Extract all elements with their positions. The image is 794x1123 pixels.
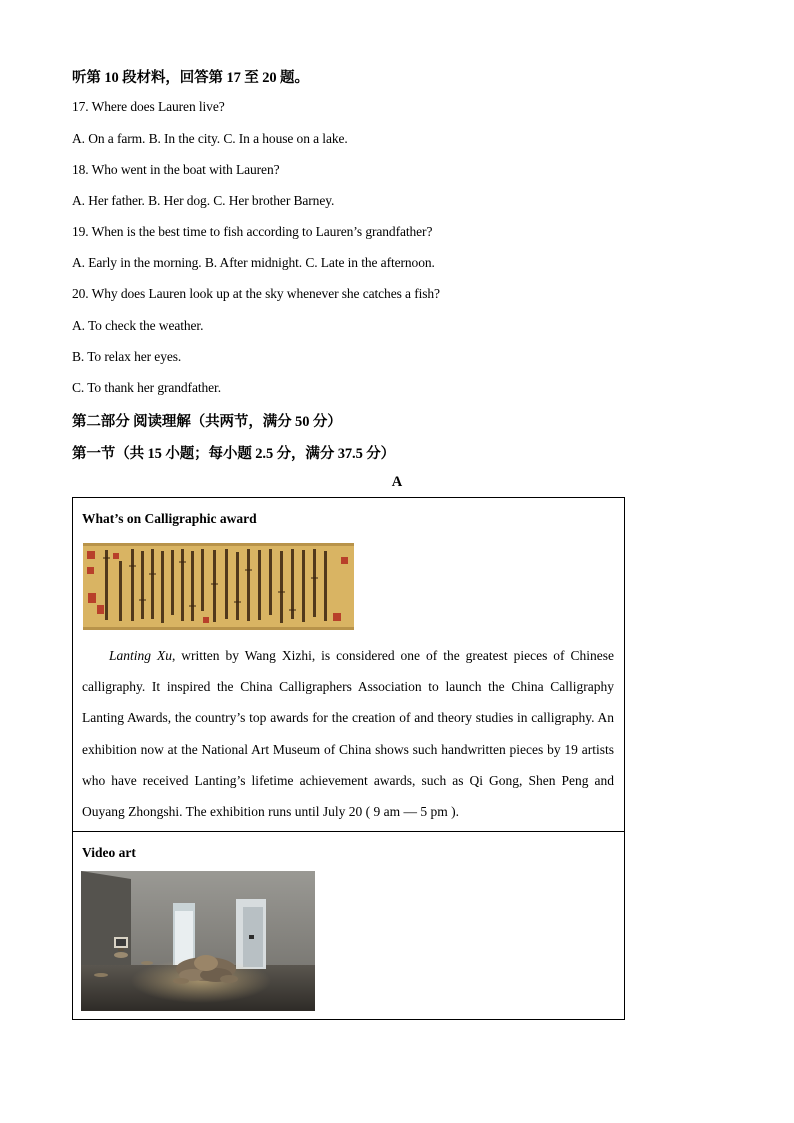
question-19: 19. When is the best time to fish according to Lauren’s grandfather? [72,224,433,239]
options-18: A. Her father. B. Her dog. C. Her brother Barney. [72,193,335,208]
box-title-video-art: Video art [82,845,136,860]
options-17: A. On a farm. B. In the city. C. In a house on a lake. [72,131,348,146]
box-title-calligraphy: What’s on Calligraphic award [82,511,257,526]
option-20b: B. To relax her eyes. [72,349,182,364]
paragraph-body: , written by Wang Xizhi, is considered one of the greatest pieces of Chinese calligraphy. It inspired the China Calligraphers Association to launch the China Calligraphy Lanting Awards, the country’s top awards for the creation of and theory studies in calligraphy. An exhibition now at the National Art Museum of China shows such handwritten pieces by 19 artists who have received Lanting’s lifetime achievement awards, such as Qi Gong, Shen Peng and Ouyang Zhongshi. The exhibition runs until July 20 ( 9 am — 5 pm ). [82,648,614,820]
listening-heading: 听第 10 段材料，回答第 17 至 20 题。 [72,70,309,86]
option-20c: C. To thank her grandfather. [72,380,221,395]
option-20a: A. To check the weather. [72,318,204,333]
question-18: 18. Who went in the boat with Lauren? [72,162,280,177]
options-19: A. Early in the morning. B. After midnight. C. Late in the afternoon. [72,255,435,270]
question-20: 20. Why does Lauren look up at the sky whenever she catches a fish? [72,286,440,301]
part-two-heading: 第二部分 阅读理解（共两节，满分 50 分） [72,414,342,430]
calligraphy-scroll-image [83,543,354,630]
question-17: 17. Where does Lauren live? [72,99,225,114]
video-art-box [72,831,625,1020]
lanting-xu-title: Lanting Xu [109,648,172,663]
gallery-installation-image [81,871,315,1011]
calligraphy-paragraph [82,640,614,827]
passage-label: A [391,474,403,490]
section-one-heading: 第一节（共 15 小题；每小题 2.5 分，满分 37.5 分） [72,446,396,462]
calligraphy-award-box [72,497,625,832]
